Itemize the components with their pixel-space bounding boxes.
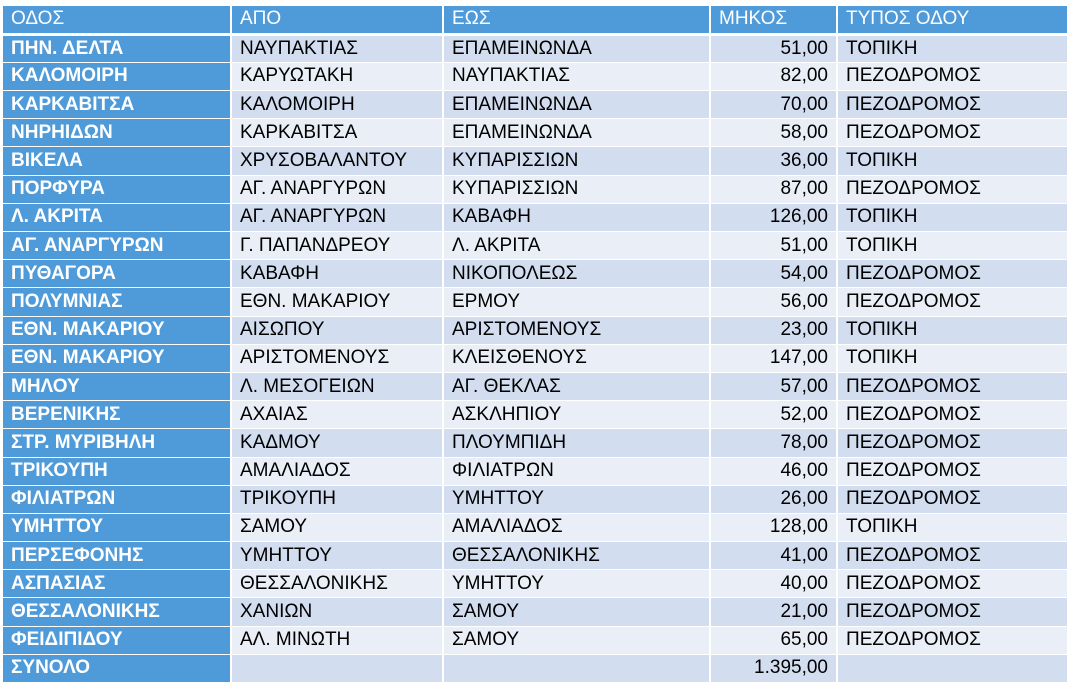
table-row <box>3 485 1067 513</box>
cell-eos: ΠΛΟΥΜΠΙΔΗ <box>443 429 710 457</box>
cell-mikos: 82,00 <box>710 62 837 90</box>
cell-mikos: 46,00 <box>710 457 837 485</box>
cell-mikos: 21,00 <box>710 598 837 626</box>
table-row <box>3 570 1067 598</box>
table-row <box>3 119 1067 147</box>
cell-eos: ΝΙΚΟΠΟΛΕΩΣ <box>443 260 710 288</box>
cell-apo: ΚΑΡΚΑΒΙΤΣΑ <box>231 119 443 147</box>
table-row <box>3 598 1067 626</box>
cell-apo: Γ. ΠΑΠΑΝΔΡΕΟΥ <box>231 232 443 260</box>
cell-eos: ΥΜΗΤΤΟΥ <box>443 485 710 513</box>
cell-apo: ΑΧΑΙΑΣ <box>231 401 443 429</box>
table-row <box>3 344 1067 372</box>
cell-typos: ΠΕΖΟΔΡΟΜΟΣ <box>837 570 1067 598</box>
table-row <box>3 513 1067 541</box>
cell-typos: ΠΕΖΟΔΡΟΜΟΣ <box>837 429 1067 457</box>
cell-odos: ΕΘΝ. ΜΑΚΑΡΙΟΥ <box>3 316 231 344</box>
table-row <box>3 542 1067 570</box>
table-row <box>3 316 1067 344</box>
cell-apo: ΘΕΣΣΑΛΟΝΙΚΗΣ <box>231 570 443 598</box>
cell-eos: ΦΙΛΙΑΤΡΩΝ <box>443 457 710 485</box>
cell-apo: ΚΑΛΟΜΟΙΡΗ <box>231 91 443 119</box>
cell-apo: ΑΓ. ΑΝΑΡΓΥΡΩΝ <box>231 175 443 203</box>
table-row <box>3 203 1067 231</box>
header-odos: ΟΔΟΣ <box>3 6 231 34</box>
cell-odos: ΥΜΗΤΤΟΥ <box>3 513 231 541</box>
cell-odos: ΠΟΛΥΜΝΙΑΣ <box>3 288 231 316</box>
cell-typos: ΠΕΖΟΔΡΟΜΟΣ <box>837 457 1067 485</box>
table-row <box>3 147 1067 175</box>
header-typos: ΤΥΠΟΣ ΟΔΟΥ <box>837 6 1067 34</box>
cell-odos: ΤΡΙΚΟΥΠΗ <box>3 457 231 485</box>
cell-eos: ΚΥΠΑΡΙΣΣΙΩΝ <box>443 147 710 175</box>
table-row <box>3 372 1067 400</box>
cell-mikos: 41,00 <box>710 542 837 570</box>
table-body <box>3 34 1067 682</box>
cell-eos: ΕΡΜΟΥ <box>443 288 710 316</box>
cell-apo: ΤΡΙΚΟΥΠΗ <box>231 485 443 513</box>
cell-typos: ΤΟΠΙΚΗ <box>837 513 1067 541</box>
cell-mikos: 126,00 <box>710 203 837 231</box>
cell-eos: Λ. ΑΚΡΙΤΑ <box>443 232 710 260</box>
cell-odos: ΠΕΡΣΕΦΟΝΗΣ <box>3 542 231 570</box>
cell-mikos: 147,00 <box>710 344 837 372</box>
cell-typos: ΤΟΠΙΚΗ <box>837 232 1067 260</box>
cell-typos: ΠΕΖΟΔΡΟΜΟΣ <box>837 401 1067 429</box>
cell-odos: ΘΕΣΣΑΛΟΝΙΚΗΣ <box>3 598 231 626</box>
cell-odos: ΚΑΡΚΑΒΙΤΣΑ <box>3 91 231 119</box>
cell-odos: Λ. ΑΚΡΙΤΑ <box>3 203 231 231</box>
cell-eos: ΑΓ. ΘΕΚΛΑΣ <box>443 372 710 400</box>
cell-mikos: 40,00 <box>710 570 837 598</box>
cell-apo: ΚΑΔΜΟΥ <box>231 429 443 457</box>
table-row <box>3 34 1067 62</box>
cell-eos: ΕΠΑΜΕΙΝΩΝΔΑ <box>443 34 710 62</box>
cell-apo: Λ. ΜΕΣΟΓΕΙΩΝ <box>231 372 443 400</box>
cell-mikos: 70,00 <box>710 91 837 119</box>
cell-typos: ΠΕΖΟΔΡΟΜΟΣ <box>837 542 1067 570</box>
cell-typos: ΤΟΠΙΚΗ <box>837 34 1067 62</box>
cell-odos: ΒΙΚΕΛΑ <box>3 147 231 175</box>
cell-apo: ΥΜΗΤΤΟΥ <box>231 542 443 570</box>
table-row <box>3 260 1067 288</box>
cell-typos: ΤΟΠΙΚΗ <box>837 316 1067 344</box>
table-row <box>3 429 1067 457</box>
cell-typos: ΠΕΖΟΔΡΟΜΟΣ <box>837 626 1067 654</box>
cell-mikos: 52,00 <box>710 401 837 429</box>
cell-apo: ΑΜΑΛΙΑΔΟΣ <box>231 457 443 485</box>
cell-mikos: 58,00 <box>710 119 837 147</box>
cell-typos: ΠΕΖΟΔΡΟΜΟΣ <box>837 175 1067 203</box>
cell-odos: ΠΥΘΑΓΟΡΑ <box>3 260 231 288</box>
cell-typos: ΠΕΖΟΔΡΟΜΟΣ <box>837 598 1067 626</box>
cell-mikos: 56,00 <box>710 288 837 316</box>
roads-table <box>3 6 1067 683</box>
cell-apo: ΚΑΒΑΦΗ <box>231 260 443 288</box>
cell-eos: ΕΠΑΜΕΙΝΩΝΔΑ <box>443 119 710 147</box>
cell-odos: ΜΗΛΟΥ <box>3 372 231 400</box>
cell-odos: ΣΤΡ. ΜΥΡΙΒΗΛΗ <box>3 429 231 457</box>
cell-mikos: 57,00 <box>710 372 837 400</box>
total-mikos: 1.395,00 <box>710 654 837 682</box>
cell-eos: ΚΥΠΑΡΙΣΣΙΩΝ <box>443 175 710 203</box>
cell-odos: ΕΘΝ. ΜΑΚΑΡΙΟΥ <box>3 344 231 372</box>
cell-mikos: 87,00 <box>710 175 837 203</box>
total-row <box>3 654 1067 682</box>
table-row <box>3 401 1067 429</box>
cell-mikos: 36,00 <box>710 147 837 175</box>
cell-mikos: 65,00 <box>710 626 837 654</box>
roads-table-container <box>3 6 1067 683</box>
cell-apo: ΑΓ. ΑΝΑΡΓΥΡΩΝ <box>231 203 443 231</box>
cell-eos: ΕΠΑΜΕΙΝΩΝΔΑ <box>443 91 710 119</box>
cell-odos: ΝΗΡΗΙΔΩΝ <box>3 119 231 147</box>
cell-odos: ΒΕΡΕΝΙΚΗΣ <box>3 401 231 429</box>
cell-eos: ΣΑΜΟΥ <box>443 626 710 654</box>
cell-mikos: 51,00 <box>710 34 837 62</box>
header-apo: ΑΠΟ <box>231 6 443 34</box>
header-mikos: ΜΗΚΟΣ <box>710 6 837 34</box>
total-typos-empty <box>837 654 1067 682</box>
cell-typos: ΠΕΖΟΔΡΟΜΟΣ <box>837 119 1067 147</box>
total-label: ΣΥΝΟΛΟ <box>3 654 231 682</box>
cell-typos: ΠΕΖΟΔΡΟΜΟΣ <box>837 91 1067 119</box>
cell-apo: ΑΛ. ΜΙΝΩΤΗ <box>231 626 443 654</box>
cell-eos: ΑΜΑΛΙΑΔΟΣ <box>443 513 710 541</box>
cell-odos: ΦΕΙΔΙΠΙΔΟΥ <box>3 626 231 654</box>
table-row <box>3 288 1067 316</box>
cell-apo: ΧΑΝΙΩΝ <box>231 598 443 626</box>
cell-typos: ΠΕΖΟΔΡΟΜΟΣ <box>837 62 1067 90</box>
total-eos-empty <box>443 654 710 682</box>
cell-odos: ΠΗΝ. ΔΕΛΤΑ <box>3 34 231 62</box>
cell-odos: ΠΟΡΦΥΡΑ <box>3 175 231 203</box>
cell-mikos: 51,00 <box>710 232 837 260</box>
cell-eos: ΣΑΜΟΥ <box>443 598 710 626</box>
cell-typos: ΠΕΖΟΔΡΟΜΟΣ <box>837 288 1067 316</box>
cell-eos: ΚΛΕΙΣΘΕΝΟΥΣ <box>443 344 710 372</box>
cell-odos: ΑΓ. ΑΝΑΡΓΥΡΩΝ <box>3 232 231 260</box>
cell-typos: ΤΟΠΙΚΗ <box>837 344 1067 372</box>
header-eos: ΕΩΣ <box>443 6 710 34</box>
cell-mikos: 78,00 <box>710 429 837 457</box>
cell-apo: ΕΘΝ. ΜΑΚΑΡΙΟΥ <box>231 288 443 316</box>
table-row <box>3 175 1067 203</box>
table-row <box>3 62 1067 90</box>
cell-odos: ΑΣΠΑΣΙΑΣ <box>3 570 231 598</box>
cell-typos: ΠΕΖΟΔΡΟΜΟΣ <box>837 485 1067 513</box>
cell-apo: ΑΙΣΩΠΟΥ <box>231 316 443 344</box>
total-apo-empty <box>231 654 443 682</box>
cell-odos: ΦΙΛΙΑΤΡΩΝ <box>3 485 231 513</box>
table-row <box>3 91 1067 119</box>
cell-mikos: 128,00 <box>710 513 837 541</box>
cell-mikos: 26,00 <box>710 485 837 513</box>
cell-eos: ΚΑΒΑΦΗ <box>443 203 710 231</box>
cell-apo: ΑΡΙΣΤΟΜΕΝΟΥΣ <box>231 344 443 372</box>
cell-typos: ΠΕΖΟΔΡΟΜΟΣ <box>837 372 1067 400</box>
cell-apo: ΧΡΥΣΟΒΑΛΑΝΤΟΥ <box>231 147 443 175</box>
cell-mikos: 23,00 <box>710 316 837 344</box>
cell-eos: ΘΕΣΣΑΛΟΝΙΚΗΣ <box>443 542 710 570</box>
cell-eos: ΥΜΗΤΤΟΥ <box>443 570 710 598</box>
table-row <box>3 232 1067 260</box>
cell-apo: ΝΑΥΠΑΚΤΙΑΣ <box>231 34 443 62</box>
cell-mikos: 54,00 <box>710 260 837 288</box>
cell-typos: ΤΟΠΙΚΗ <box>837 203 1067 231</box>
table-row <box>3 457 1067 485</box>
cell-typos: ΠΕΖΟΔΡΟΜΟΣ <box>837 260 1067 288</box>
table-row <box>3 626 1067 654</box>
cell-odos: ΚΑΛΟΜΟΙΡΗ <box>3 62 231 90</box>
cell-eos: ΝΑΥΠΑΚΤΙΑΣ <box>443 62 710 90</box>
cell-eos: ΑΣΚΛΗΠΙΟΥ <box>443 401 710 429</box>
cell-apo: ΣΑΜΟΥ <box>231 513 443 541</box>
cell-eos: ΑΡΙΣΤΟΜΕΝΟΥΣ <box>443 316 710 344</box>
cell-apo: ΚΑΡΥΩΤΑΚΗ <box>231 62 443 90</box>
table-header-row <box>3 6 1067 34</box>
cell-typos: ΤΟΠΙΚΗ <box>837 147 1067 175</box>
